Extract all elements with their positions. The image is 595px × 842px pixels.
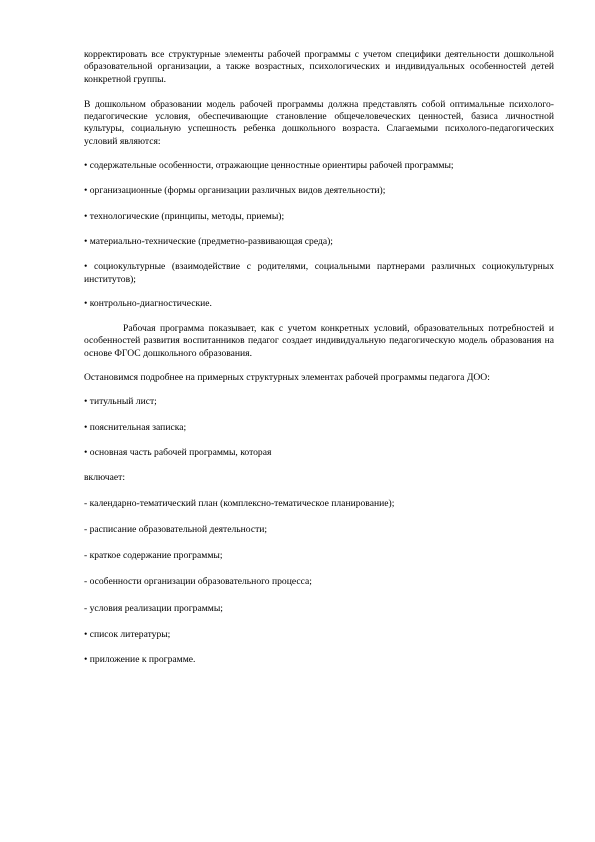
structure-item: • основная часть рабочей программы, которая xyxy=(84,446,272,458)
condition-item: • содержательные особенности, отражающие ценностные ориентиры рабочей программы; xyxy=(84,160,454,172)
includes-item: - условия реализации программы; xyxy=(84,602,223,614)
includes-item: - расписание образовательной деятельности; xyxy=(84,523,268,535)
paragraph-program-model: В дошкольном образовании модель рабочей программы должна представлять собой оптимальные психолого-педагогические условия, обеспечивающие становление общечеловеческих ценностей, базиса личностной культуры, социальную успешность ребенка дошкольного возраста. Слагаемыми психолого-педагогических условий являются: xyxy=(84,98,554,147)
document-body xyxy=(84,49,554,680)
condition-item: • социокультурные (взаимодействие с родителями, социальными партнерами различных социокультурных институтов); xyxy=(84,261,554,285)
paragraph-adjust-elements: корректировать все структурные элементы рабочей программы с учетом специфики деятельности дошкольной образовательной организации, а также возрастных, психологических и индивидуальных особенностей детей конкретной группы. xyxy=(84,49,554,85)
condition-item: • контрольно-диагностические. xyxy=(84,297,212,309)
includes-item: - особенности организации образовательного процесса; xyxy=(84,576,312,588)
structure-item: • титульный лист; xyxy=(84,396,157,408)
includes-label: включает: xyxy=(84,472,125,484)
includes-item: - календарно-тематический план (комплексно-тематическое планирование); xyxy=(84,497,395,509)
structure-item: • пояснительная записка; xyxy=(84,421,187,433)
paragraph-structure-intro: Остановимся подробнее на примерных структурных элементах рабочей программы педагога ДОО: xyxy=(84,372,490,384)
condition-item: • технологические (принципы, методы, приемы); xyxy=(84,210,285,222)
condition-item: • материально-технические (предметно-развивающая среда); xyxy=(84,235,333,247)
paragraph-program-shows: Рабочая программа показывает, как с учетом конкретных условий, образовательных потребностей и особенностей развития воспитанников педагог создает индивидуальную педагогическую модель образования на основе ФГОС дошкольного образования. xyxy=(84,323,554,359)
structure-item: • список литературы; xyxy=(84,629,171,641)
structure-item: • приложение к программе. xyxy=(84,654,196,666)
includes-item: - краткое содержание программы; xyxy=(84,550,223,562)
condition-item: • организационные (формы организации различных видов деятельности); xyxy=(84,185,386,197)
